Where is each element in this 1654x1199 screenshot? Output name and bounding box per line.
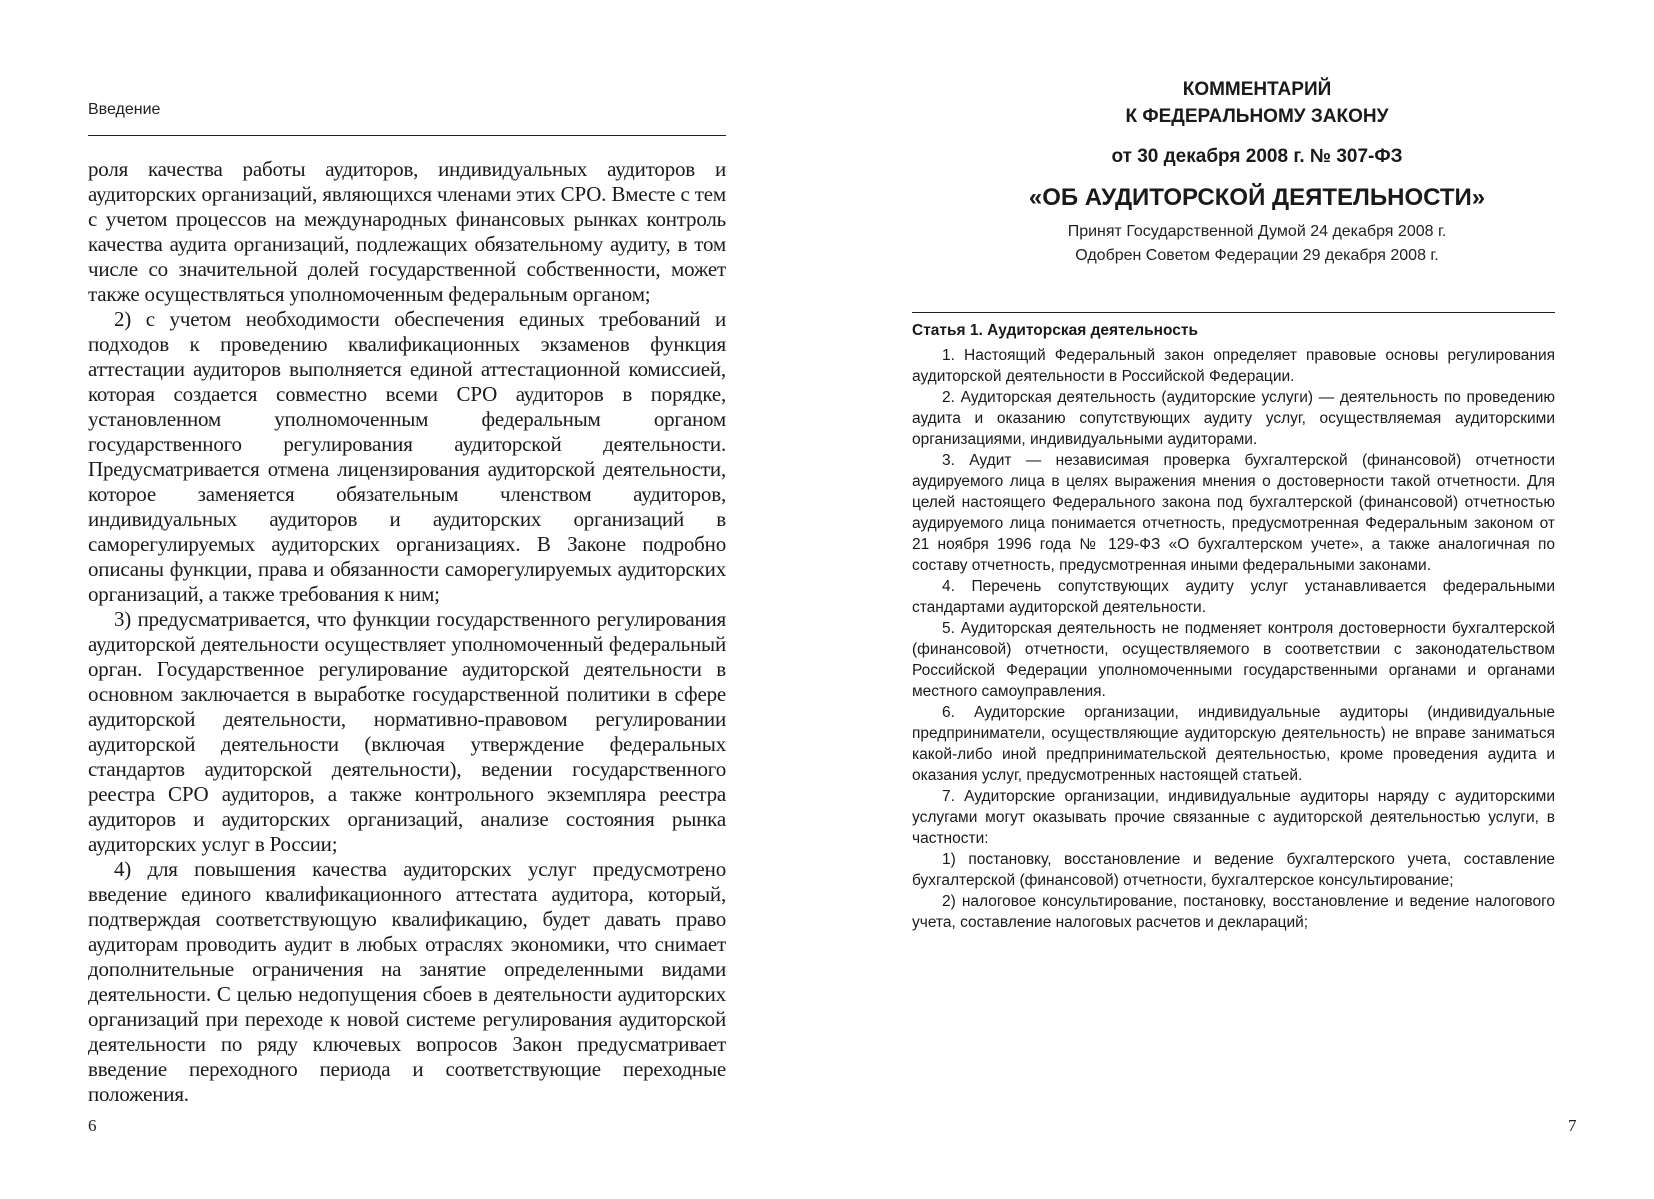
paragraph: 1. Настоящий Федеральный закон определяет правовые основы регулирования аудиторской деятельности в Российской Федерации.: [912, 347, 1555, 385]
paragraph: 6. Аудиторские организации, индивидуальные аудиторы (индивидуальные предприниматели, осуществляющие аудиторскую деятельность) не вправе заниматься какой-либо иной предпринимательской деятельностью, кроме проведения аудита и оказания услуг, предусмотренных настоящей статьей.: [912, 704, 1555, 784]
title-line: К ФЕДЕРАЛЬНОМУ ЗАКОНУ: [1125, 106, 1389, 127]
left-body-text: [88, 157, 726, 1107]
page-number: 6: [88, 1116, 97, 1135]
title-line: КОММЕНТАРИЙ: [1182, 79, 1332, 100]
header-rule: [88, 135, 726, 136]
adoption-line: Одобрен Советом Федерации 29 декабря 2008 г.: [1075, 247, 1439, 264]
paragraph: 4. Перечень сопутствующих аудиту услуг устанавливается федеральными стандартами аудиторской деятельности.: [912, 578, 1555, 616]
law-title: «ОБ АУДИТОРСКОЙ ДЕЯТЕЛЬНОСТИ»: [1028, 184, 1486, 211]
article-rule: [912, 312, 1555, 313]
article-heading: Статья 1. Аудиторская деятельность: [912, 322, 1199, 339]
running-head: Введение: [88, 101, 161, 118]
paragraph: 3) предусматривается, что функции государственного регулирования аудиторской деятельности осуществляет уполномоченный федеральный орган. Государственное регулирование аудиторской деятельности в основном заключается в выработке государственной политики в сфере аудиторской деятельности, нормативно-правовом регулировании аудиторской деятельности (включая утверждение федеральных стандартов аудиторской деятельности), ведении государственного реестра СРО аудиторов, а также контрольного экземпляра реестра аудиторов и аудиторских организаций, анализе состояния рынка аудиторских услуг в России;: [88, 607, 726, 856]
title-date-line: от 30 декабря 2008 г. № 307-ФЗ: [1111, 146, 1403, 167]
adoption-line: Принят Государственной Думой 24 декабря 2008 г.: [1067, 223, 1447, 240]
paragraph: 5. Аудиторская деятельность не подменяет контроля достоверности бухгалтерской (финансовой) отчетности, осуществляемого в соответствии с законодательством Российской Федерации уполномоченными государственными органами и органами местного самоуправления.: [912, 620, 1555, 700]
paragraph: роля качества работы аудиторов, индивидуальных аудиторов и аудиторских организаций, являющихся членами этих СРО. Вместе с тем с учетом процессов на международных финансовых рынках контроль качества аудита организаций, подлежащих обязательному аудиту, в том числе со значительной долей государственной собственности, может также осуществляться уполномоченным федеральным органом;: [88, 157, 726, 306]
paragraph: 7. Аудиторские организации, индивидуальные аудиторы наряду с аудиторскими услугами могут оказывать прочие связанные с аудиторской деятельностью услуги, в частности:: [912, 788, 1555, 847]
article-body-text: [912, 345, 1555, 933]
paragraph: 4) для повышения качества аудиторских услуг предусмотрено введение единого квалификационного аттестата аудитора, который, подтверждая соответствующую квалификацию, будет давать право аудиторам проводить аудит в любых отраслях экономики, что снимает дополнительные ограничения на занятие определенными видами деятельности. С целью недопущения сбоев в деятельности аудиторских организаций при переходе к новой системе регулирования аудиторской деятельности по ряду ключевых вопросов Закон предусматривает введение переходного периода и соответствующие переходные положения.: [88, 857, 726, 1106]
paragraph: 3. Аудит — независимая проверка бухгалтерской (финансовой) отчетности аудируемого лица в целях выражения мнения о достоверности такой отчетности. Для целей настоящего Федерального закона под бухгалтерской (финансовой) отчетностью аудируемого лица понимается отчетность, предусмотренная Федеральным законом от 21 ноября 1996 года № 129-ФЗ «О бухгалтерском учете», а также аналогичная по составу отчетность, предусмотренная иными федеральными законами.: [912, 452, 1555, 574]
paragraph: 2) налоговое консультирование, постановку, восстановление и ведение налогового учета, составление налоговых расчетов и деклараций;: [912, 893, 1555, 931]
paragraph: 2. Аудиторская деятельность (аудиторские услуги) — деятельность по проведению аудита и оказанию сопутствующих аудиту услуг, осуществляемая аудиторскими организациями, индивидуальными аудиторами.: [912, 389, 1555, 448]
paragraph: 2) с учетом необходимости обеспечения единых требований и подходов к проведению квалификационных экзаменов функция аттестации аудиторов выполняется единой аттестационной комиссией, которая создается совместно всеми СРО аудиторов в порядке, установленном уполномоченным федеральным органом государственного регулирования аудиторской деятельности. Предусматривается отмена лицензирования аудиторской деятельности, которое заменяется обязательным членством аудиторов, индивидуальных аудиторов и аудиторских организаций в саморегулируемых аудиторских организациях. В Законе подробно описаны функции, права и обязанности саморегулируемых аудиторских организаций, а также требования к ним;: [88, 307, 726, 606]
page-number: 7: [1568, 1116, 1577, 1135]
right-page: [827, 0, 1654, 1199]
paragraph: 1) постановку, восстановление и ведение бухгалтерского учета, составление бухгалтерской (финансовой) отчетности, бухгалтерское консультирование;: [912, 851, 1555, 889]
